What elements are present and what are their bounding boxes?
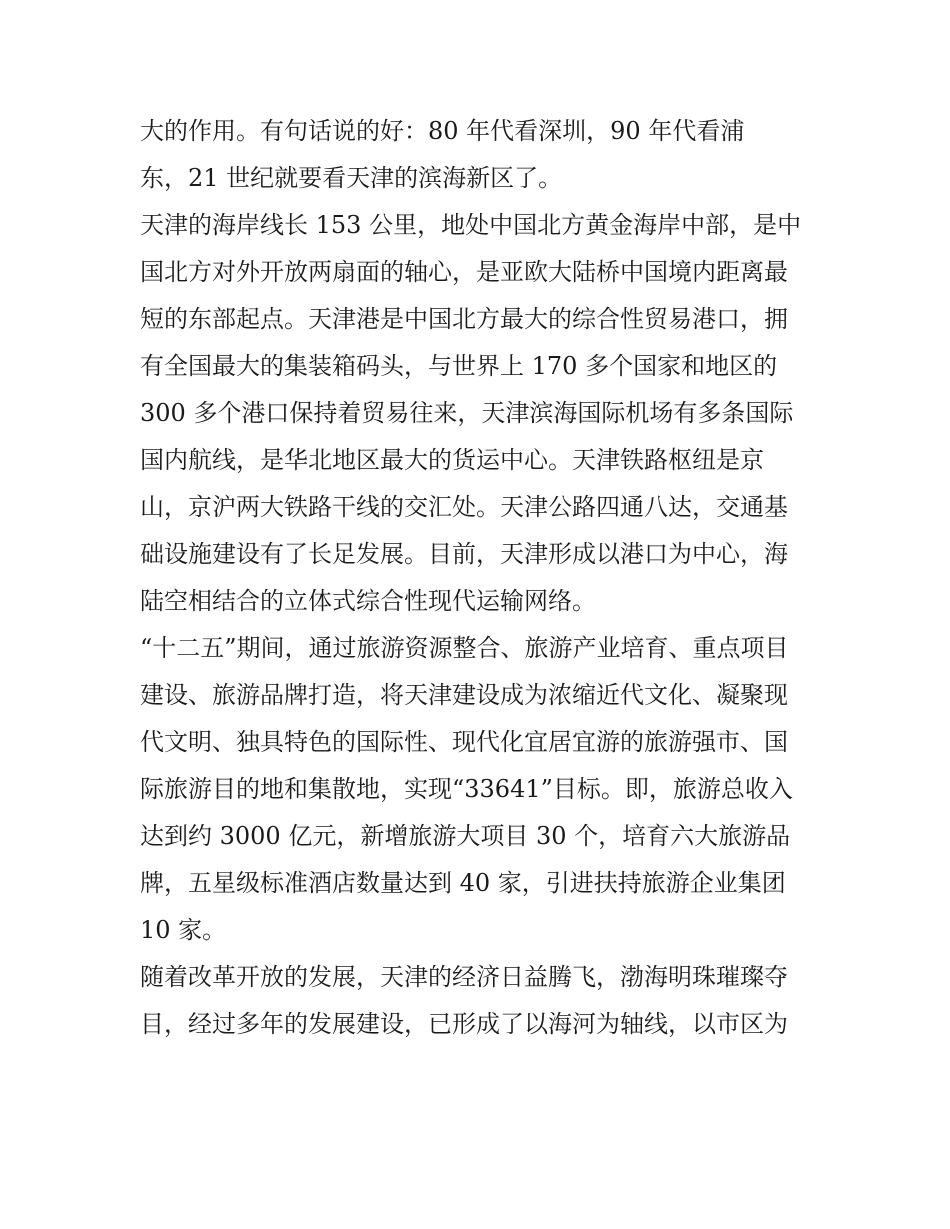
text-line: 大的作用。有句话说的好：80 年代看深圳，90 年代看浦 <box>140 117 745 145</box>
text-line: 代文明、独具特色的国际性、现代化宜居宜游的旅游强市、国 <box>140 728 788 756</box>
text-line: 国北方对外开放两扇面的轴心，是亚欧大陆桥中国境内距离最 <box>140 258 788 286</box>
text-line: “十二五”期间，通过旅游资源整合、旅游产业培育、重点项目 <box>140 634 789 662</box>
text-line: 天津的海岸线长 153 公里，地处中国北方黄金海岸中部，是中 <box>140 211 802 239</box>
text-line: 达到约 3000 亿元，新增旅游大项目 30 个，培育六大旅游品 <box>140 822 791 850</box>
text-line: 东，21 世纪就要看天津的滨海新区了。 <box>140 164 563 192</box>
text-line: 国内航线，是华北地区最大的货运中心。天津铁路枢纽是京 <box>140 446 764 474</box>
text-line: 山，京沪两大铁路干线的交汇处。天津公路四通八达，交通基 <box>140 493 788 521</box>
text-line: 础设施建设有了长足发展。目前，天津形成以港口为中心，海 <box>140 540 788 568</box>
text-line: 随着改革开放的发展，天津的经济日益腾飞，渤海明珠璀璨夺 <box>140 963 788 991</box>
text-line: 陆空相结合的立体式综合性现代运输网络。 <box>140 587 596 615</box>
text-line: 目，经过多年的发展建设，已形成了以海河为轴线，以市区为 <box>140 1010 788 1038</box>
text-line: 建设、旅游品牌打造，将天津建设成为浓缩近代文化、凝聚现 <box>140 681 788 709</box>
text-line: 际旅游目的地和集散地，实现“33641”目标。即，旅游总收入 <box>140 775 793 803</box>
text-line: 10 家。 <box>140 916 227 944</box>
text-line: 300 多个港口保持着贸易往来，天津滨海国际机场有多条国际 <box>140 399 794 427</box>
text-line: 有全国最大的集装箱码头，与世界上 170 多个国家和地区的 <box>140 352 778 380</box>
text-line: 牌，五星级标准酒店数量达到 40 家，引进扶持旅游企业集团 <box>140 869 786 897</box>
body-text <box>140 108 830 1048</box>
text-line: 短的东部起点。天津港是中国北方最大的综合性贸易港口，拥 <box>140 305 788 333</box>
